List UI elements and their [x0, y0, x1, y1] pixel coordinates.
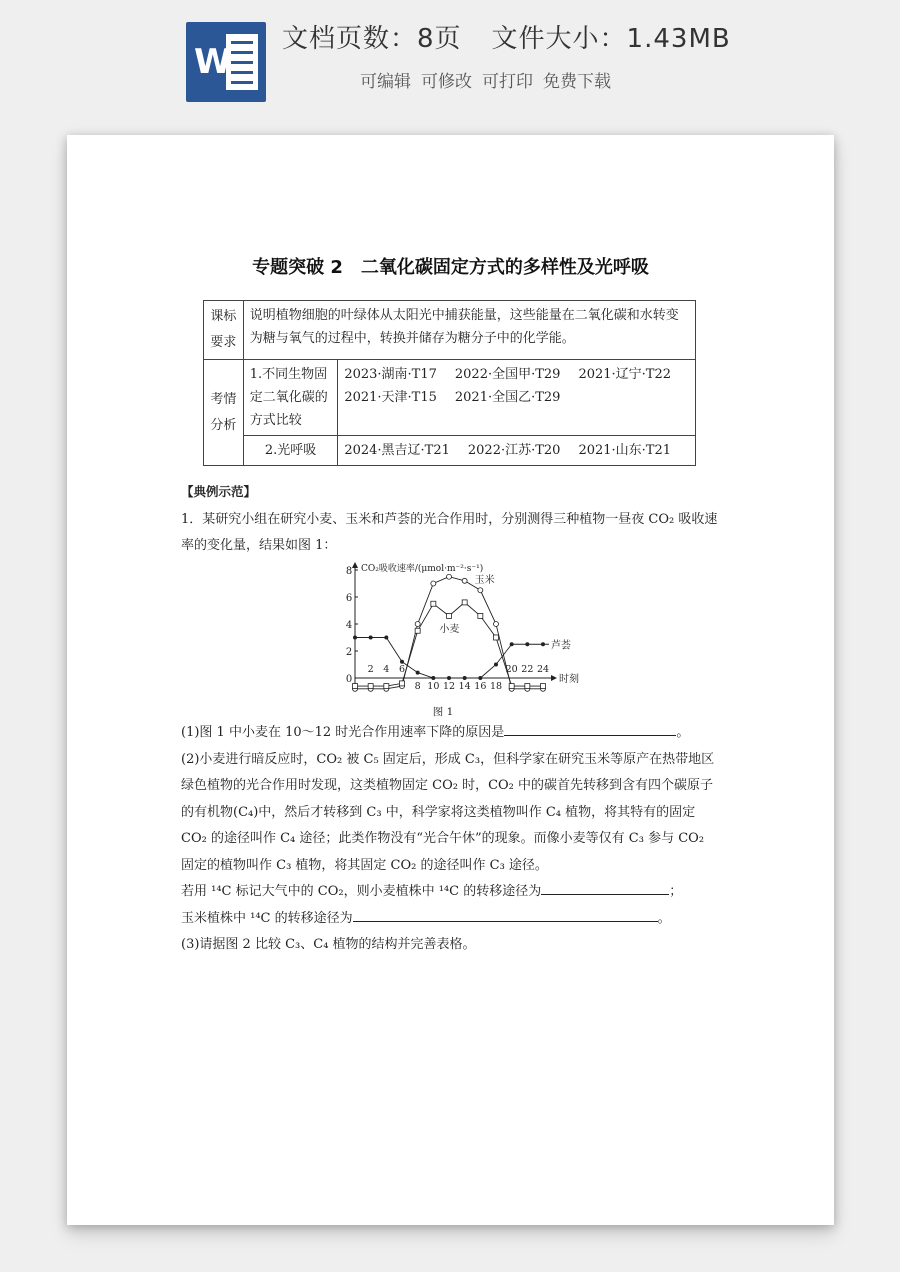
- feature-list: [360, 67, 611, 92]
- data-point: [400, 660, 404, 664]
- data-point: [447, 574, 452, 579]
- ref: 2024·黑吉辽·T21: [344, 443, 450, 458]
- x-tick-label: 16: [474, 681, 487, 692]
- y-tick-label: 8: [345, 566, 353, 577]
- question-1-stem: [181, 507, 721, 559]
- document-title: [67, 253, 834, 279]
- data-point: [431, 601, 436, 606]
- data-point: [431, 581, 436, 586]
- series-label-wheat: 小麦: [439, 623, 460, 635]
- title-topic-name: 二氧化碳固定方式的多样性及光呼吸: [360, 257, 649, 278]
- data-point: [462, 578, 467, 583]
- question-part-2c-end: 。: [657, 910, 671, 926]
- data-point: [369, 636, 373, 640]
- file-size-text: 文件大小：1.43MB: [491, 24, 731, 54]
- question-part-2: (2)小麦进行暗反应时，CO₂ 被 C₅ 固定后，形成 C₃，但科学家在研究玉米等原产在热带地区绿色植物的光合作用时发现，这类植物固定 CO₂ 时，CO₂ 中的碳首先转移到含有四个碳原子的有机物(C₄)中，然后才转移到 C₃ 中，科学家将这类植物叫作 C₄ 植物，将其特有的固定 CO₂ 的途径叫作 C₄ 途径；此类作物没有“光合午休”的现象。而像小麦等仅有 C₃ 参与 CO₂ 固定的植物叫作 C₃ 植物，将其固定 CO₂ 的途径叫作 C₃ 途径。: [181, 751, 715, 873]
- section-label: 【典例示范】: [181, 484, 257, 499]
- question-part-2b-text: 若用 ¹⁴C 标记大气中的 CO₂，则小麦植株中 ¹⁴C 的转移途径为: [181, 884, 542, 899]
- exam-item-2: 2.光呼吸: [243, 436, 338, 466]
- syllabus-head: 课标要求: [204, 301, 244, 360]
- series-label-aloe: 芦荟: [551, 640, 571, 652]
- exam-item-1-refs: [338, 360, 696, 436]
- x-tick-label: 24: [536, 664, 550, 675]
- data-point: [447, 676, 451, 680]
- data-point: [416, 671, 420, 675]
- question-part-1-end: 。: [676, 725, 690, 740]
- data-point: [384, 636, 388, 640]
- question-part-1: [181, 720, 721, 747]
- x-tick-label: 12: [442, 681, 456, 692]
- ref: 2022·江苏·T20: [467, 443, 561, 458]
- question-parts: [181, 720, 721, 959]
- data-point: [478, 676, 482, 680]
- data-point: [525, 642, 529, 646]
- answer-blank-3[interactable]: [353, 907, 658, 922]
- y-tick-label: 4: [345, 620, 353, 631]
- feature-printable: 可打印: [482, 72, 533, 92]
- syllabus-table: [203, 300, 696, 466]
- document-page: [67, 135, 834, 1225]
- answer-blank-2[interactable]: [541, 880, 669, 895]
- feature-editable: 可编辑: [360, 72, 411, 92]
- data-point: [541, 684, 546, 689]
- x-tick-label: 20: [505, 664, 518, 675]
- figure-1: [337, 559, 579, 718]
- data-point: [494, 635, 499, 640]
- data-point: [462, 600, 467, 605]
- x-tick-label: 6: [398, 664, 406, 675]
- x-tick-label: 22: [521, 664, 534, 675]
- question-1-text: 1．某研究小组在研究小麦、玉米和芦荟的光合作用时，分别测得三种植物一昼夜 CO₂ 吸收速率的变化量，结果如图 1：: [181, 512, 718, 553]
- question-part-1-text: (1)图 1 中小麦在 10～12 时光合作用速率下降的原因是: [181, 725, 505, 740]
- title-topic-number: 专题突破 2: [252, 257, 343, 278]
- word-icon-letter: W: [194, 42, 232, 82]
- series-label-corn: 玉米: [474, 574, 495, 586]
- banner-title: [282, 18, 731, 55]
- ref: 2021·辽宁·T22: [578, 367, 671, 382]
- data-point: [400, 681, 405, 686]
- exam-item-2-refs: [338, 436, 696, 466]
- question-part-3: (3)请据图 2 比较 C₃、C₄ 植物的结构并完善表格。: [181, 937, 476, 952]
- data-point: [353, 636, 357, 640]
- data-point: [431, 676, 435, 680]
- data-point: [463, 676, 467, 680]
- x-tick-label: 18: [489, 681, 503, 692]
- data-point: [510, 642, 514, 646]
- y-tick-label: 2: [345, 647, 353, 658]
- x-axis-label: 时刻: [559, 674, 579, 685]
- data-point: [384, 684, 389, 689]
- data-point: [415, 628, 420, 633]
- data-point: [494, 622, 499, 627]
- data-point: [368, 684, 373, 689]
- data-point: [525, 684, 530, 689]
- word-doc-icon: [186, 22, 266, 102]
- y-tick-label: 0: [345, 674, 353, 685]
- co2-uptake-chart: [337, 559, 579, 718]
- data-point: [541, 642, 545, 646]
- ref: 2021·天津·T15: [344, 390, 437, 405]
- exam-analysis-head: 考情分析: [204, 360, 244, 466]
- data-point: [447, 613, 452, 618]
- y-axis-label: CO₂吸收速率/(μmol·m⁻²·s⁻¹): [361, 564, 484, 574]
- feature-free-download: 免费下载: [543, 72, 611, 92]
- data-point: [478, 588, 483, 593]
- syllabus-text: 说明植物细胞的叶绿体从太阳光中捕获能量，这些能量在二氧化碳和水转变为糖与氧气的过程中，转换并储存为糖分子中的化学能。: [243, 301, 695, 360]
- data-point: [353, 684, 358, 689]
- y-axis-arrow: [352, 562, 358, 568]
- question-part-2b: [181, 879, 721, 906]
- ref: 2022·全国甲·T29: [454, 367, 561, 382]
- page-count-text: 文档页数：8页: [282, 24, 462, 54]
- ref: 2021·山东·T21: [578, 443, 671, 458]
- question-part-2c: [181, 906, 721, 933]
- y-tick-label: 6: [345, 593, 353, 604]
- data-point: [509, 684, 514, 689]
- x-axis-arrow: [551, 675, 557, 681]
- question-part-2c-text: 玉米植株中 ¹⁴C 的转移途径为: [181, 910, 353, 926]
- data-point: [415, 622, 420, 627]
- x-tick-label: 10: [427, 681, 440, 692]
- ref: 2023·湖南·T17: [344, 367, 437, 382]
- x-tick-label: 14: [458, 681, 471, 692]
- exam-item-1: 1.不同生物固定二氧化碳的方式比较: [243, 360, 338, 436]
- figure-caption: 图 1: [432, 706, 454, 718]
- question-part-2b-end: ；: [669, 884, 683, 899]
- data-point: [494, 663, 498, 667]
- ref: 2021·全国乙·T29: [454, 390, 561, 405]
- data-point: [478, 613, 483, 618]
- answer-blank-1[interactable]: [504, 721, 676, 736]
- x-tick-label: 2: [367, 664, 374, 675]
- feature-modifiable: 可修改: [421, 72, 472, 92]
- x-tick-label: 4: [383, 664, 390, 675]
- download-banner: [0, 0, 900, 120]
- x-tick-label: 8: [414, 681, 421, 692]
